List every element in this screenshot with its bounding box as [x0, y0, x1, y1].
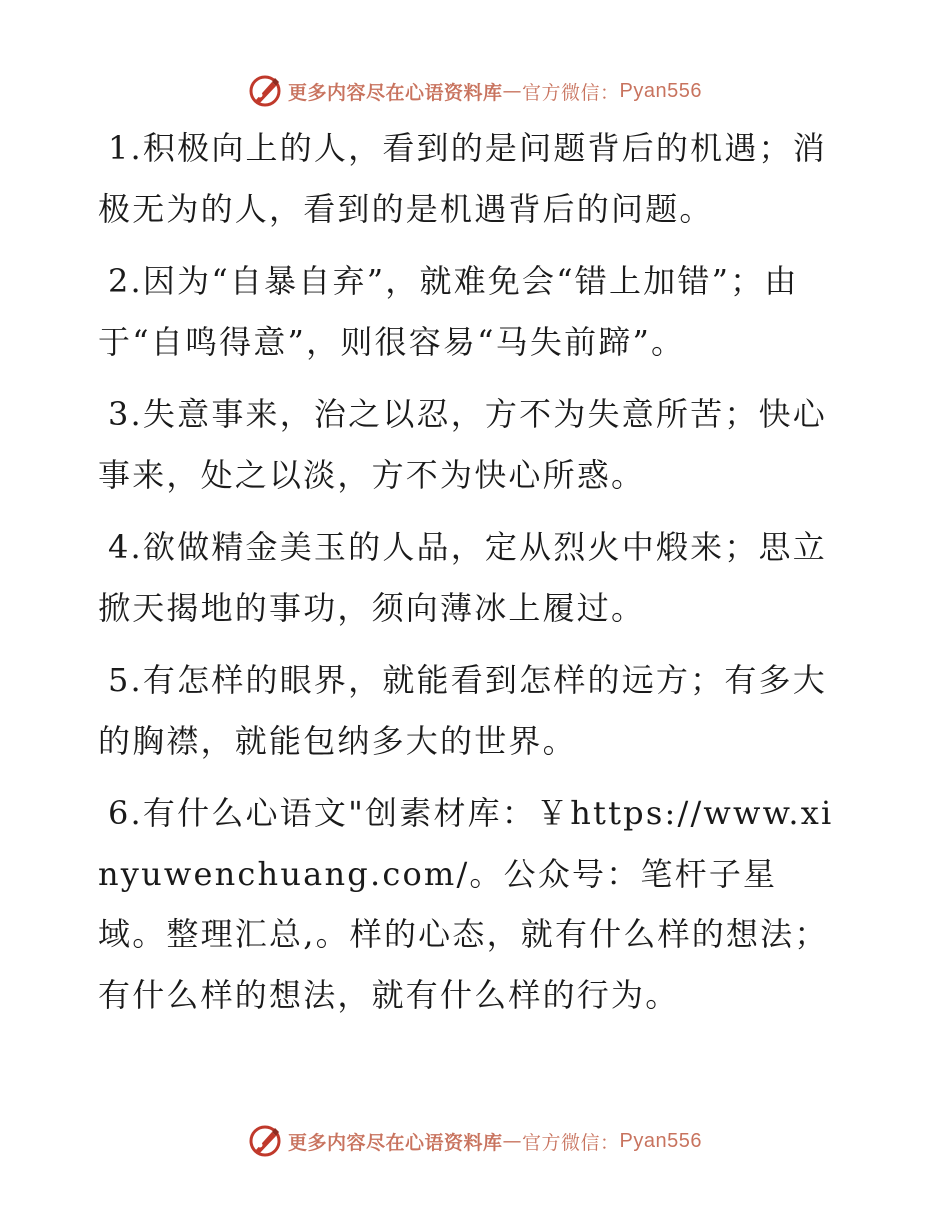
header-watermark: [0, 71, 950, 111]
footer-wechat-id: Pyan556: [619, 1129, 702, 1152]
quote-paragraph-2: 2.因为“自暴自弃”，就难免会“错上加错”；由于“自鸣得意”，则很容易“马失前蹄”。: [98, 262, 799, 361]
quote-paragraph-5: 5.有怎样的眼界，就能看到怎样的远方；有多大的胸襟，就能包纳多大的世界。: [98, 661, 827, 760]
header-wechat-label: 官方微信：: [522, 81, 620, 104]
quote-paragraph-3: 3.失意事来，治之以忍，方不为失意所苦；快心事来，处之以淡，方不为快心所惑。: [98, 395, 827, 494]
quote-paragraph-1: 1.积极向上的人，看到的是问题背后的机遇；消极无为的人，看到的是机遇背后的问题。: [98, 129, 827, 228]
footer-wechat-label: 官方微信：: [522, 1131, 620, 1154]
header-brand-text: 更多内容尽在心语资料库: [288, 81, 503, 104]
quote-paragraph-4: 4.欲做精金美玉的人品，定从烈火中煅来；思立掀天揭地的事功，须向薄冰上履过。: [98, 528, 827, 627]
header-wechat-id: Pyan556: [619, 79, 702, 102]
header-separator: —: [502, 80, 523, 102]
footer-brand-text: 更多内容尽在心语资料库: [288, 1131, 503, 1154]
pen-logo-icon: [248, 1124, 282, 1158]
pen-logo-icon: [248, 74, 282, 108]
footer-separator: —: [502, 1130, 523, 1152]
document-body: [98, 118, 838, 1037]
footer-watermark: [0, 1121, 950, 1161]
quote-paragraph-6: 6.有什么心语文"创素材库：￥https://www.xinyuwenchuang.com/。公众号：笔杆子星域。整理汇总,。样的心态，就有什么样的想法；有什么样的想法，就有什么样的行为。: [98, 794, 834, 1014]
